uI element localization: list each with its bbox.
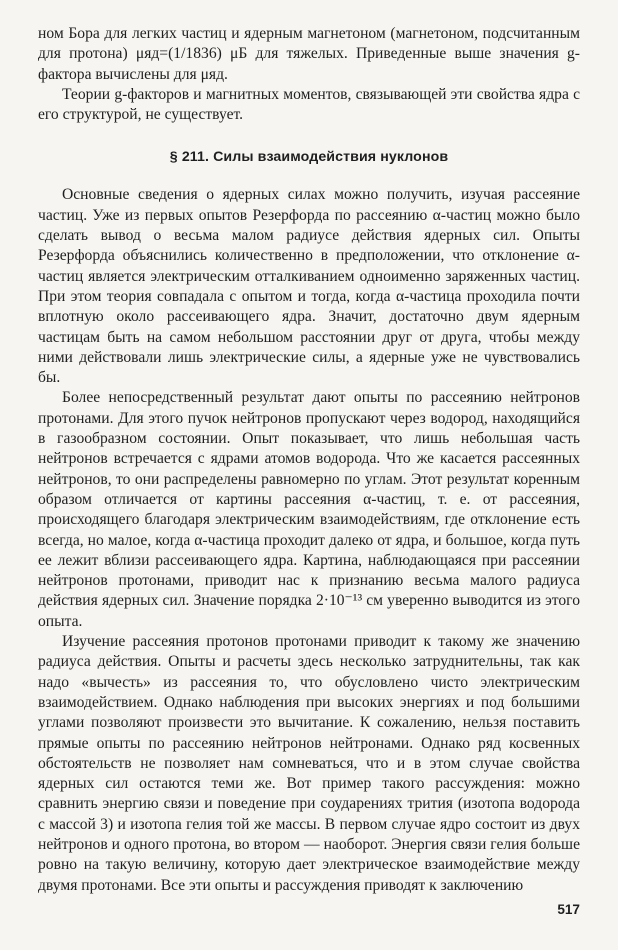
paragraph-rutherford-scattering: Основные сведения о ядерных силах можно получить, изучая рассеяние частиц. Уже из первых опытов Резерфорда по рассеянию α-частиц можно было сделать вывод о весьма малом радиусе действия ядерных сил. Опыты Резерфорда объяснились количественно в предположении, что отклонение α-частиц является электрическим отталкиванием одноименно заряженных частиц. При этом теория совпадала с опытом и тогда, когда α-частица проходила почти вплотную около рассеивающего ядра. Значит, достаточно двум ядерным частицам быть на самом небольшом расстоянии друг от друга, чтобы между ними действовали лишь электрические силы, а ядерные уже не чувствовались бы.: [38, 186, 580, 387]
paragraph-proton-proton-scattering: Изучение рассеяния протонов протонами приводит к такому же значению радиуса действия. Опыты и расчеты здесь несколько затруднительны, так как надо «вычесть» из рассеяния то, что обусловлено чисто электрическим взаимодействием. Однако наблюдения при высоких энергиях и под большими углами позволяют произвести это вычитание. К сожалению, нельзя поставить прямые опыты по рассеянию нейтронов нейтронами. Однако ряд косвенных обстоятельств не позволяет нам сомневаться, что и в этом случае свойства ядерных сил остаются теми же. Вот пример такого рассуждения: можно сравнить энергию связи и поведение при соударениях трития (изотопа водорода с массой 3) и изотопа гелия той же массы. В первом случае ядро состоит из двух нейтронов и одного протона, во втором — наоборот. Энергия связи гелия больше ровно на такую величину, которую дает электрическое взаимодействие между двумя протонами. Все эти опыты и рассуждения приводят к заключению: [38, 633, 580, 894]
paragraph-g-factor-theory: Теории g-факторов и магнитных моментов, связывающей эти свойства ядра с его структурой, не существует.: [38, 85, 580, 124]
page-body: [38, 24, 580, 896]
page-number: 517: [557, 902, 580, 917]
section-heading: § 211. Силы взаимодействия нуклонов: [169, 149, 449, 166]
paragraph-continuation-bohr-magneton: ном Бора для легких частиц и ядерным магнетоном (магнетоном, подсчитанным для протона) μяд=(1/1836) μБ для тяжелых. Приведенные выше значения g-фактора вычислены для μяд.: [38, 25, 580, 83]
paragraph-neutron-proton-scattering: Более непосредственный результат дают опыты по рассеянию нейтронов протонами. Для этого пучок нейтронов пропускают через водород, находящийся в газообразном состоянии. Опыт показывает, что лишь небольшая часть нейтронов встречается с ядрами атомов водорода. Что же касается рассеянных нейтронов, то они распределены равномерно по углам. Этот результат коренным образом отличается от картины рассеяния α-частиц, т. е. от рассеяния, происходящего благодаря электрическим взаимодействиям, где отклонение есть всегда, но малое, когда α-частица проходит далеко от ядра, и большое, когда путь ее лежит вблизи рассеивающего ядра. Картина, наблюдающаяся при рассеянии нейтронов протонами, приводит нас к признанию весьма малого радиуса действия ядерных сил. Значение порядка 2·10⁻¹³ см уверенно выводится из этого опыта.: [38, 389, 580, 630]
